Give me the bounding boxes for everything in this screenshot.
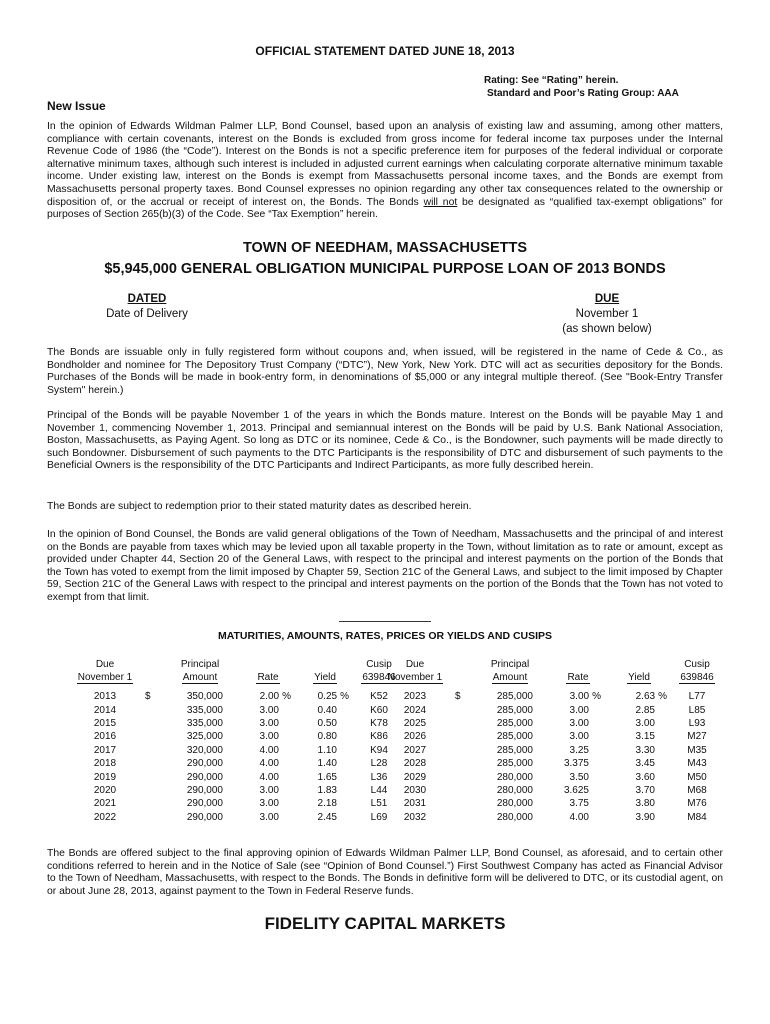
rating-line-2: Standard and Poor’s Rating Group: AAA <box>487 88 679 99</box>
maturities-table-right <box>385 658 723 824</box>
cusip-suffix: L69 <box>370 811 388 823</box>
due-subheader: November 1 <box>387 672 443 683</box>
principal-header: Principal <box>180 659 220 670</box>
maturity-year: 2028 <box>403 758 427 770</box>
maturity-year: 2032 <box>403 811 427 823</box>
maturities-title: MATURITIES, AMOUNTS, RATES, PRICES OR YIELDS AND CUSIPS <box>217 630 553 642</box>
due-value: November 1 <box>575 308 639 320</box>
due-label: DUE <box>594 293 620 305</box>
cusip-suffix: L28 <box>370 758 388 770</box>
yield-value: 2.85 <box>635 704 655 716</box>
maturity-year: 2024 <box>403 704 427 716</box>
interest-rate: 4.00 <box>569 811 589 823</box>
principal-header: Principal <box>490 659 530 670</box>
registration-paragraph: The Bonds are issuable only in fully registered form without coupons and, when issued, will be registered in the name of Cede & Co., as Bondholder and nominee for The Depository Trust Company (“DTC”), New York, New York. DTC will act as securities depository for the Bonds. Purchases of the Bonds will be made in book-entry form, in denominations of $5,000 or any integral multiple thereof. (See "Book-Entry Transfer System" herein.) <box>47 347 723 396</box>
dollar-sign: $ <box>145 691 151 703</box>
dollar-sign: $ <box>455 691 461 703</box>
cusip-suffix: M35 <box>687 744 707 756</box>
principal-amount: 350,000 <box>186 691 223 703</box>
yield-value: 0.25 <box>317 691 338 703</box>
maturity-year: 2014 <box>93 704 117 716</box>
table-row <box>385 797 723 810</box>
redemption-paragraph: The Bonds are subject to redemption prior to their stated maturity dates as described herein. <box>47 501 472 512</box>
tax-opinion-paragraph <box>47 121 723 222</box>
issue-title: $5,945,000 GENERAL OBLIGATION MUNICIPAL PURPOSE LOAN OF 2013 BONDS <box>104 261 666 277</box>
cusip-suffix: L44 <box>370 784 388 796</box>
principal-amount: 335,000 <box>186 717 223 729</box>
rate-header: Rate <box>567 672 589 683</box>
table-row <box>385 811 723 824</box>
cusip-suffix: M84 <box>687 811 707 823</box>
cusip-suffix: L51 <box>370 798 388 810</box>
interest-rate: 3.00 <box>259 784 279 796</box>
rate-header: Rate <box>257 672 279 683</box>
principal-amount: 285,000 <box>496 704 533 716</box>
maturity-year: 2021 <box>93 798 117 810</box>
dated-block <box>97 292 197 322</box>
maturity-year: 2015 <box>93 717 117 729</box>
table-row <box>75 717 405 730</box>
maturity-year: 2031 <box>403 798 427 810</box>
statement-date-title: OFFICIAL STATEMENT DATED JUNE 18, 2013 <box>255 44 515 58</box>
maturity-year: 2030 <box>403 784 427 796</box>
interest-rate: 3.00 <box>259 717 279 729</box>
percent-sign: % <box>282 691 291 703</box>
interest-rate: 3.00 <box>569 704 589 716</box>
cusip-suffix: M27 <box>687 731 707 743</box>
maturity-year: 2023 <box>403 691 427 703</box>
principal-amount: 285,000 <box>496 731 533 743</box>
yield-value: 3.70 <box>635 784 655 796</box>
due-block <box>547 292 667 337</box>
yield-value: 0.80 <box>317 731 337 743</box>
principal-amount: 320,000 <box>186 744 223 756</box>
tax-opinion-tail-b: be designated as “qualified tax-exempt obligations” for purposes of Section 265(b)(3) of the Code. See “Tax Exemption” herein. <box>47 196 723 221</box>
yield-value: 3.60 <box>635 771 655 783</box>
cusip-suffix: K52 <box>370 691 388 703</box>
principal-amount: 285,000 <box>496 744 533 756</box>
principal-amount: 290,000 <box>186 798 223 810</box>
maturity-year: 2013 <box>93 691 117 703</box>
interest-rate: 3.375 <box>563 758 589 770</box>
principal-amount: 285,000 <box>496 691 533 703</box>
yield-value: 0.40 <box>317 704 337 716</box>
cusip-suffix: K60 <box>370 704 388 716</box>
will-not-emphasis: will not <box>423 196 458 208</box>
principal-amount: 290,000 <box>186 758 223 770</box>
amount-header: Amount <box>492 672 528 683</box>
cusip-suffix: K78 <box>370 717 388 729</box>
principal-amount: 280,000 <box>496 811 533 823</box>
interest-rate: 3.00 <box>569 731 589 743</box>
tax-opinion-text: In the opinion of Edwards Wildman Palmer LLP, Bond Counsel, based upon an analysis of existing law and assuming, among other matters, compliance with certain covenants, interest on the Bonds is excluded from gross income for federal income tax purposes under the Internal Revenue Code of 1986 (the “Code”). Interest on the Bonds is not a specific preference item for purposes of the federal individual or corporate alternative minimum taxes, although such interest is included in adjusted current earnings when calculating corporate alternative minimum taxable income. Under existing law, interest on the Bonds is exempt from Massachusetts personal income taxes, and the Bonds are exempt from Massachusetts personal property taxes. Bond Counsel expresses no opinion regarding any other tax consequences related to the ownership or disposition of, or the accrual or receipt of interest on, the Bonds. <box>47 121 723 208</box>
table-row <box>75 703 405 716</box>
tax-opinion-tail-a: The Bonds <box>366 196 424 208</box>
principal-payment-paragraph: Principal of the Bonds will be payable November 1 of the years in which the Bonds mature. Interest on the Bonds will be payable May 1 and November 1, commencing November 1, 2013. Principal and semiannual interest on the Bonds will be paid by U.S. Bank National Association, Boston, Massachusetts, as Paying Agent. So long as DTC or its nominee, Cede & Co., is the Bondowner, such payments will be made directly to such Bondowner. Disbursement of such payments to the DTC Participants is the responsibility of DTC and disbursement of such payments to the Beneficial Owners is the responsibility of the DTC Participants and Indirect Participants, as more fully described herein. <box>47 410 723 472</box>
cusip-header: Cusip <box>366 659 392 670</box>
interest-rate: 3.00 <box>259 731 279 743</box>
maturity-year: 2027 <box>403 744 427 756</box>
principal-amount: 325,000 <box>186 731 223 743</box>
due-note: (as shown below) <box>562 323 652 335</box>
principal-amount: 290,000 <box>186 811 223 823</box>
cusip-suffix: L36 <box>370 771 388 783</box>
maturity-year: 2026 <box>403 731 427 743</box>
principal-amount: 285,000 <box>496 717 533 729</box>
interest-rate: 3.75 <box>569 798 589 810</box>
table-row <box>385 784 723 797</box>
table-row <box>75 811 405 824</box>
yield-value: 1.10 <box>317 744 337 756</box>
due-header: Due <box>95 659 115 670</box>
table-row <box>385 770 723 783</box>
interest-rate: 3.625 <box>563 784 589 796</box>
table-row <box>75 757 405 770</box>
yield-header: Yield <box>314 672 336 683</box>
yield-value: 2.63 <box>635 691 656 703</box>
interest-rate: 3.00 <box>569 691 590 703</box>
rating-line-1: Rating: See “Rating” herein. <box>484 75 619 86</box>
interest-rate: 3.00 <box>259 798 279 810</box>
table-row <box>75 784 405 797</box>
yield-value: 3.90 <box>635 811 655 823</box>
due-subheader: November 1 <box>77 672 133 683</box>
interest-rate: 2.00 <box>259 691 280 703</box>
table-row <box>75 730 405 743</box>
cusip-suffix: K86 <box>370 731 388 743</box>
table-row <box>75 744 405 757</box>
cusip-suffix: M68 <box>687 784 707 796</box>
maturity-year: 2029 <box>403 771 427 783</box>
amount-header: Amount <box>182 672 218 683</box>
maturities-table-left <box>75 658 405 824</box>
percent-sign: % <box>340 691 349 703</box>
due-header: Due <box>405 659 425 670</box>
new-issue-label: New Issue <box>47 99 106 113</box>
dated-value: Date of Delivery <box>106 308 188 320</box>
underwriter-name: FIDELITY CAPITAL MARKETS <box>264 914 506 933</box>
maturity-year: 2018 <box>93 758 117 770</box>
table-row <box>385 744 723 757</box>
cusip-suffix: M50 <box>687 771 707 783</box>
table-row <box>385 717 723 730</box>
maturity-year: 2019 <box>93 771 117 783</box>
cusip-header: Cusip <box>684 659 710 670</box>
cusip-suffix: M76 <box>687 798 707 810</box>
table-row <box>75 690 405 703</box>
cusip-subheader: 639846 <box>680 672 714 683</box>
table-row <box>75 797 405 810</box>
principal-amount: 280,000 <box>496 784 533 796</box>
cusip-suffix: K94 <box>370 744 388 756</box>
yield-value: 1.40 <box>317 758 337 770</box>
yield-value: 1.83 <box>317 784 337 796</box>
table-row <box>385 757 723 770</box>
yield-value: 3.80 <box>635 798 655 810</box>
maturity-year: 2020 <box>93 784 117 796</box>
principal-amount: 280,000 <box>496 771 533 783</box>
yield-value: 3.45 <box>635 758 655 770</box>
yield-value: 3.15 <box>635 731 655 743</box>
yield-value: 3.00 <box>635 717 655 729</box>
yield-value: 2.18 <box>317 798 337 810</box>
issuer-title: TOWN OF NEEDHAM, MASSACHUSETTS <box>242 240 528 256</box>
yield-header: Yield <box>628 672 650 683</box>
interest-rate: 3.00 <box>259 811 279 823</box>
principal-amount: 290,000 <box>186 771 223 783</box>
principal-amount: 335,000 <box>186 704 223 716</box>
principal-amount: 280,000 <box>496 798 533 810</box>
yield-value: 0.50 <box>317 717 337 729</box>
maturity-year: 2022 <box>93 811 117 823</box>
maturity-year: 2025 <box>403 717 427 729</box>
interest-rate: 3.00 <box>569 717 589 729</box>
cusip-subheader: 639846 <box>362 672 396 683</box>
principal-amount: 285,000 <box>496 758 533 770</box>
offering-paragraph: The Bonds are offered subject to the final approving opinion of Edwards Wildman Palmer LLP, Bond Counsel, as aforesaid, and to certain other conditions referred to herein and in the Notice of Sale (see “Opinion of Bond Counsel.”) First Southwest Company has acted as Financial Advisor to the Town of Needham, Massachusetts, with respect to the Bonds. The Bonds in definitive form will be delivered to DTC, or its custodial agent, on or about June 28, 2013, against payment to the Town in Federal Reserve funds. <box>47 848 723 897</box>
principal-amount: 290,000 <box>186 784 223 796</box>
interest-rate: 4.00 <box>259 744 279 756</box>
cusip-suffix: L93 <box>688 717 706 729</box>
maturity-year: 2017 <box>93 744 117 756</box>
cusip-suffix: L85 <box>688 704 706 716</box>
valid-obligation-paragraph: In the opinion of Bond Counsel, the Bonds are valid general obligations of the Town of Needham, Massachusetts and the principal of and interest on the Bonds are payable from taxes which may be levied upon all taxable property in the Town, without limitation as to rate or amount, except as provided under Chapter 44, Section 20 of the General Laws, with respect to the principal and interest payments on the portion of the Bonds that the Town has voted to exempt from the limit imposed by Chapter 59, Section 21C of the General Laws, and subject to the limit imposed by Chapter 59, Section 21C of the General Laws with respect to the principal and interest payments on the portion of the Bonds that the Town has not voted to exempt from that limit. <box>47 529 723 603</box>
table-row <box>385 703 723 716</box>
table-row <box>385 730 723 743</box>
interest-rate: 4.00 <box>259 758 279 770</box>
dated-label: DATED <box>127 293 167 305</box>
interest-rate: 3.00 <box>259 704 279 716</box>
percent-sign: % <box>592 691 601 703</box>
cusip-suffix: L77 <box>688 691 706 703</box>
interest-rate: 3.50 <box>569 771 589 783</box>
yield-value: 3.30 <box>635 744 655 756</box>
table-row <box>385 690 723 703</box>
cusip-suffix: M43 <box>687 758 707 770</box>
maturity-year: 2016 <box>93 731 117 743</box>
interest-rate: 4.00 <box>259 771 279 783</box>
rating-block <box>484 74 679 100</box>
interest-rate: 3.25 <box>569 744 589 756</box>
yield-value: 1.65 <box>317 771 337 783</box>
table-row <box>75 770 405 783</box>
section-divider <box>339 621 431 622</box>
yield-value: 2.45 <box>317 811 337 823</box>
percent-sign: % <box>658 691 667 703</box>
